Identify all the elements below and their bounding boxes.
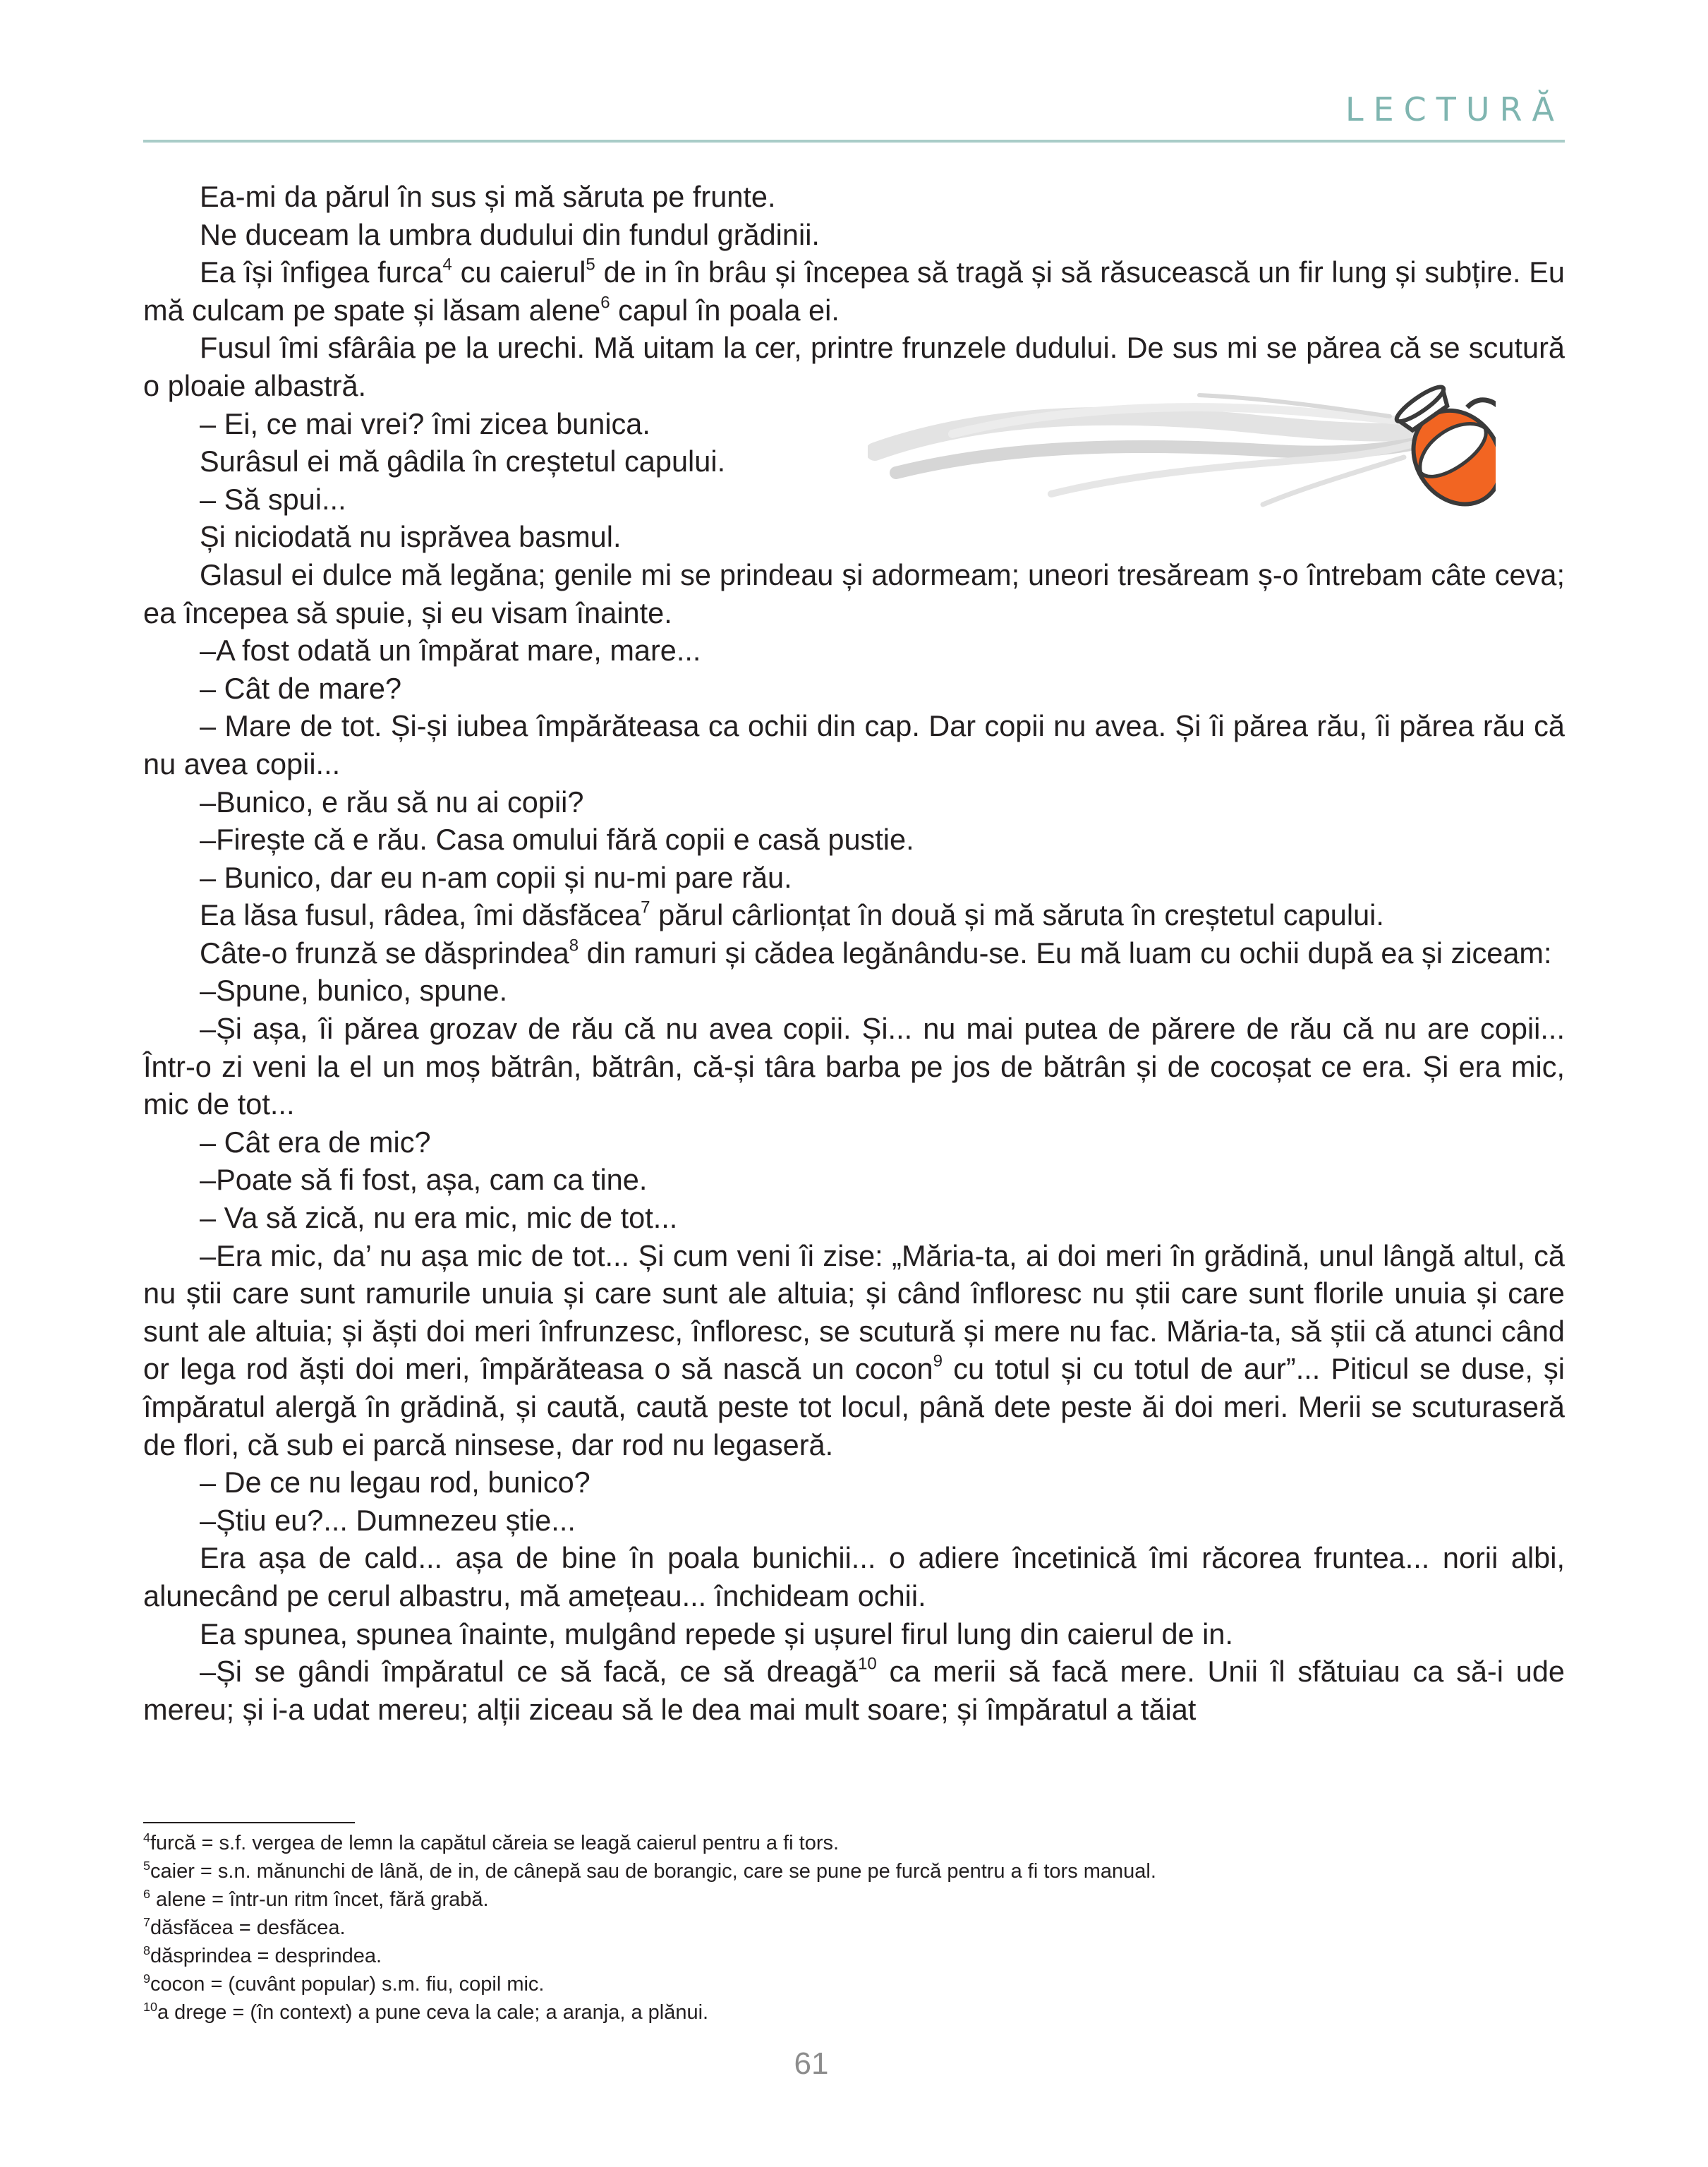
paragraph [143, 481, 1565, 519]
footnote-number: 6 [143, 1887, 150, 1902]
footnote [143, 1914, 1565, 1942]
page-number: 61 [794, 2046, 829, 2081]
text-segment: – De ce nu legau rod, bunico? [200, 1466, 590, 1499]
text-segment: – Bunico, dar eu n-am copii și nu-mi pare rău. [200, 860, 792, 894]
paragraph [143, 670, 1565, 708]
footnote-number: 7 [143, 1915, 150, 1930]
paragraph [143, 329, 1565, 404]
footnote-text: alene = într-un ritm încet, fără grabă. [150, 1888, 489, 1911]
footnote-marker: 9 [933, 1352, 943, 1372]
paragraph [143, 1502, 1565, 1540]
footnote-text: a drege = (în context) a pune ceva la cale; a aranja, a plănui. [157, 2001, 709, 2024]
text-segment: cu caierul [452, 255, 586, 289]
text-segment: – Ei, ce mai vrei? îmi zicea bunica. [200, 406, 650, 440]
text-segment: Ea-mi da părul în sus și mă săruta pe frunte. [200, 180, 776, 213]
paragraph [143, 1237, 1565, 1464]
footnote-marker: 8 [569, 936, 579, 955]
text-segment: –Firește că e rău. Casa omului fără copii e casă pustie. [200, 823, 914, 857]
footnote-marker: 7 [641, 898, 650, 917]
text-segment: –Și așa, îi părea grozav de rău că nu avea copii. Și... nu mai putea de părere de rău că nu are copii... Într-o zi veni la el un moș bătrân, bătrân, că-și târa barba pe jos de bătrân și de cocoșat ce era. Și era mic, mic de tot... [143, 1012, 1565, 1121]
text-segment: –Știu eu?... Dumnezeu știe... [200, 1503, 576, 1537]
footnote [143, 1998, 1565, 2027]
footnote-rule [143, 1822, 355, 1823]
paragraph [143, 1123, 1565, 1161]
paragraph [143, 216, 1565, 254]
text-segment: din ramuri și cădea legănându-se. Eu mă luam cu ochii după ea și ziceam: [579, 936, 1552, 970]
text-segment: Era așa de cald... așa de bine în poala bunichii... o adiere încetinică îmi răcorea fruntea... norii albi, alunecând pe cerul albastru, mă amețeau... închideam ochii. [143, 1541, 1565, 1612]
text-segment: capul în poala ei. [610, 293, 840, 327]
footnote-marker: 4 [442, 255, 452, 274]
section-header: LECTURĂ [1345, 90, 1564, 128]
text-segment: – Mare de tot. Și-și iubea împărăteasa ca ochii din cap. Dar copii nu avea. Și îi părea rău, îi părea rău că nu avea copii... [143, 709, 1565, 780]
footnote-text: caier = s.n. mănunchi de lână, de in, de cânepă sau de borangic, care se pune pe furcă pentru a fi tors manual. [150, 1860, 1156, 1883]
paragraph [143, 859, 1565, 897]
text-segment: părul cârlionțat în două și mă săruta în creștetul capului. [650, 898, 1384, 932]
text-segment: – Să spui... [200, 482, 346, 516]
header-rule [143, 140, 1565, 143]
footnote-text: furcă = s.f. vergea de lemn la capătul căreia se leagă caierul pentru a fi tors. [150, 1832, 840, 1854]
footnotes [143, 1829, 1565, 2027]
footnote [143, 1970, 1565, 1998]
footnote-number: 5 [143, 1859, 150, 1873]
text-segment: Ne duceam la umbra dudului din fundul grădinii. [200, 217, 820, 251]
footnote [143, 1857, 1565, 1885]
paragraph [143, 1010, 1565, 1123]
paragraph [143, 896, 1565, 934]
paragraph [143, 1615, 1565, 1653]
footnote-text: cocon = (cuvânt popular) s.m. fiu, copil mic. [150, 1973, 545, 1996]
text-segment: – Cât era de mic? [200, 1125, 431, 1159]
text-segment: Câte-o frunză se dăsprindea [200, 936, 569, 970]
text-segment: –Poate să fi fost, așa, cam ca tine. [200, 1163, 648, 1197]
paragraph [143, 972, 1565, 1010]
paragraph [143, 1161, 1565, 1199]
paragraph [143, 821, 1565, 859]
text-segment: Și niciodată nu isprăvea basmul. [200, 520, 622, 554]
footnote-number: 10 [143, 2000, 157, 2015]
footnote [143, 1942, 1565, 1970]
text-segment: Ea spunea, spunea înainte, mulgând repede și ușurel firul lung din caierul de in. [200, 1617, 1233, 1650]
text-segment: – Cât de mare? [200, 671, 402, 705]
footnote-marker: 10 [857, 1654, 877, 1674]
paragraph [143, 178, 1565, 216]
text-segment: Fusul îmi sfârâia pe la urechi. Mă uitam la cer, printre frunzele dudului. De sus mi se părea că se scutură o ploaie albastră. [143, 331, 1565, 402]
text-segment: Ea își înfigea furca [200, 255, 443, 289]
text-segment: ca merii să facă mere. Unii îl sfătuiau ca să-i ude mereu; și i-a udat mereu; alții ziceau să le dea mai mult soare; și împăratul a tăiat [143, 1655, 1565, 1726]
text-segment: –A fost odată un împărat mare, mare... [200, 634, 701, 668]
paragraph [143, 518, 1565, 556]
reading-text [143, 178, 1565, 1728]
paragraph [143, 632, 1565, 670]
footnote-number: 9 [143, 1972, 150, 1986]
footnote-marker: 5 [586, 255, 595, 274]
text-segment: –Spune, bunico, spune. [200, 974, 508, 1008]
text-segment: –Și se gândi împăratul ce să facă, ce să dreagă [200, 1655, 858, 1689]
footnote-text: dăsfăcea = desfăcea. [150, 1917, 346, 1939]
footnote [143, 1885, 1565, 1914]
footnote-number: 8 [143, 1943, 150, 1958]
text-segment: Ea lăsa fusul, râdea, îmi dăsfăcea [200, 898, 641, 932]
paragraph [143, 1199, 1565, 1237]
paragraph [143, 442, 1565, 481]
text-segment: Glasul ei dulce mă legăna; genile mi se prindeau și adormeam; uneori tresăream ș-o întrebam câte ceva; ea începea să spuie, și eu visam înainte. [143, 557, 1565, 629]
text-segment: –Era mic, da’ nu așa mic de tot... Și cum veni îi zise: „Măria-ta, ai doi meri în grădină, unul lângă altul, că nu știi care sunt ramurile unuia și care sunt ale altuia; și când înfloresc nu știi care sunt florile unuia și care sunt ale altuia; și ăști doi meri înfrunzesc, înfloresc, se scutură și mere nu fac. Măria-ta, să știi că atunci când or lega rod ăști doi meri, împărăteasa o să nască un cocon [143, 1238, 1565, 1386]
paragraph [143, 783, 1565, 821]
footnote [143, 1829, 1565, 1857]
paragraph [143, 1463, 1565, 1502]
footnote-marker: 6 [600, 293, 610, 313]
text-segment: – Va să zică, nu era mic, mic de tot... [200, 1201, 678, 1235]
text-segment: de in în brâu și începea să tragă și să răsucească un fir lung și subțire. Eu mă culcam pe spate și lăsam alene [143, 255, 1565, 327]
paragraph [143, 556, 1565, 632]
paragraph [143, 253, 1565, 329]
footnote-number: 4 [143, 1830, 150, 1845]
text-segment: –Bunico, e rău să nu ai copii? [200, 785, 584, 819]
text-segment: Surâsul ei mă gâdila în creștetul capului. [200, 445, 726, 478]
footnote-text: dăsprindea = desprindea. [150, 1945, 382, 1967]
paragraph [143, 405, 1565, 443]
paragraph [143, 1653, 1565, 1728]
paragraph [143, 707, 1565, 783]
paragraph [143, 1539, 1565, 1614]
text-segment: cu totul și cu totul de aur”... Piticul se duse, și împăratul alergă în grădină, și caută, caută peste tot locul, până dete peste ăi doi meri. Merii se scuturaseră de flori, că sub ei parcă ninsese, dar rod nu legaseră. [143, 1352, 1565, 1461]
paragraph [143, 934, 1565, 972]
